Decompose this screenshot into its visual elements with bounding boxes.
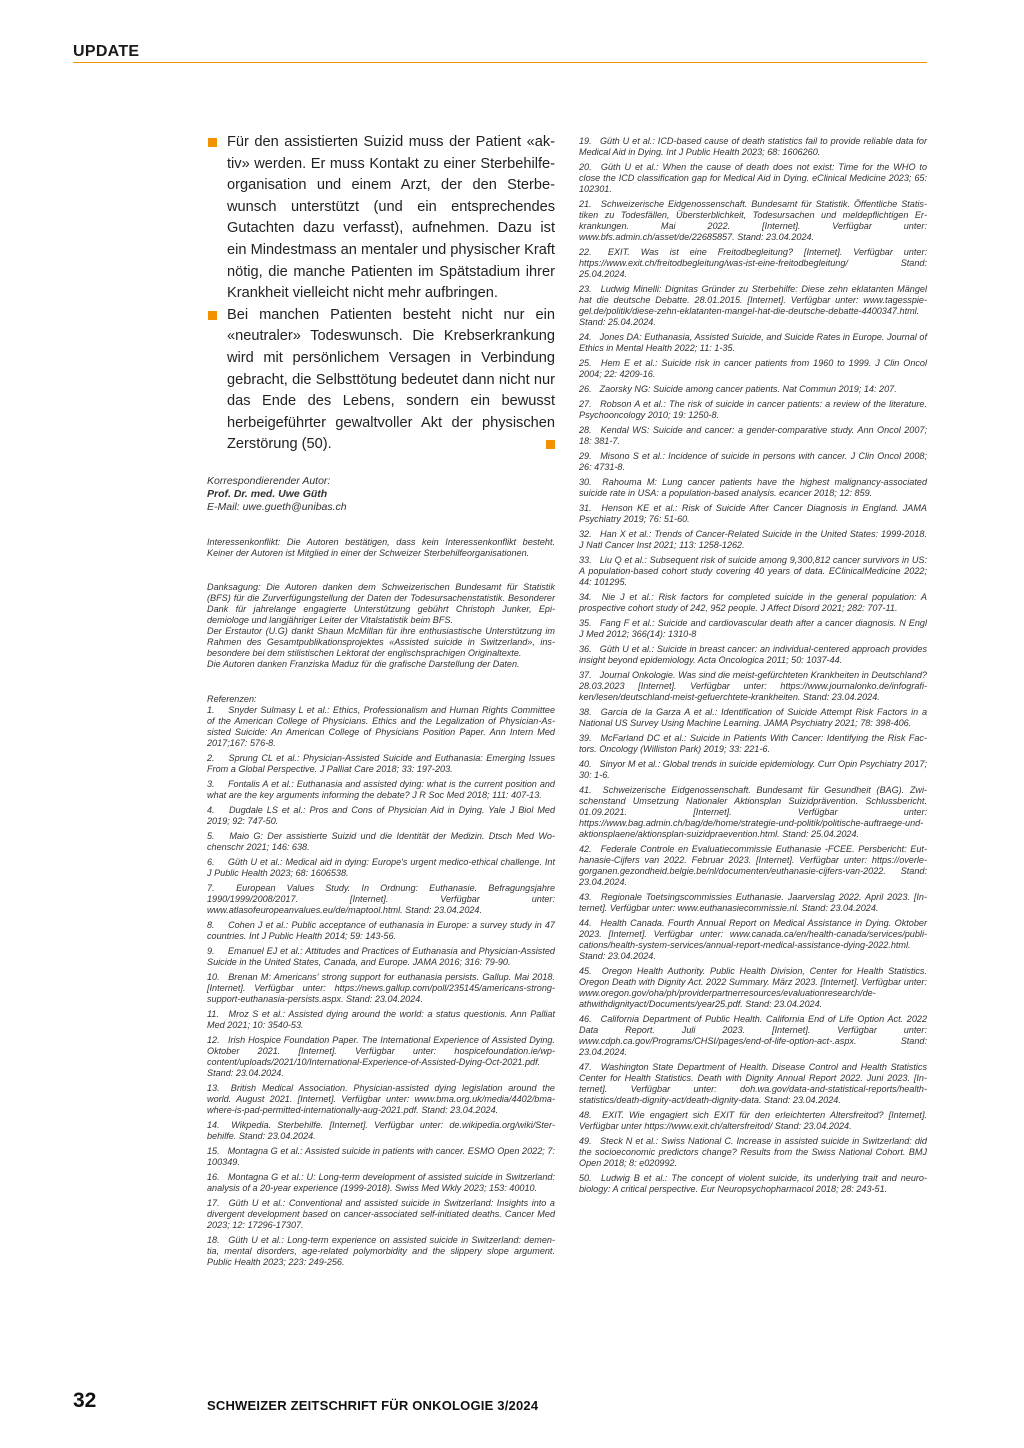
reference-number: 20. [579,162,592,172]
reference-item [579,759,927,781]
reference-number: 37. [579,670,592,680]
reference-item [207,1035,555,1079]
reference-number: 15. [207,1145,220,1156]
reference-text: Güth U et al.: Suicide in breast cancer: an individual-centered approach provides insight beyond epidemiology. Acta Oncologica 2011; 50: 1037-44. [579,644,928,665]
reference-item [579,1062,927,1106]
reference-number: 23. [579,284,592,294]
reference-text: Health Canada. Fourth Annual Report on Medical Assistance in Dying. Oktober 2023. [Internet]. Verfügbar unter: www.canada.ca/en/health-canada/services/publications/health-system-services/annual-report-medical-assistance-dying-2022.html. Stand: 23.04.2024. [579,918,928,961]
reference-text: Jones DA: Euthanasia, Assisted Suicide, and Suicide Rates in Europe. Journal of Ethics in Mental Health 2022; 11: 1-35. [579,332,927,353]
reference-text: British Medical Association. Physician-assisted dying legislation around the world. August 2021. [Internet]. Verfügbar unter: www.bma.org.uk/media/4402/bma-where-is-pad-permitted-internationally-aug-2021.pdf. Stand: 23.04.2024. [207,1082,555,1115]
reference-text: Wikpedia. Sterbehilfe. [Internet]. Verfügbar unter: de.wikipedia.org/wiki/Sterbehilfe. Stand: 23.04.2024. [207,1119,556,1141]
reference-number: 11. [207,1008,219,1019]
reference-number: 27. [579,399,592,409]
acknowledgements [207,582,555,670]
reference-item [579,477,927,499]
reference-number: 1. [207,704,215,715]
reference-number: 18. [207,1234,220,1245]
bullet-text: Für den assistierten Suizid muss der Patient «aktiv» werden. Er muss Kontakt zu einer Sterbehilfeorganisation und einem Arzt, der den Sterbewunsch unterstützt (und ein entsprechendes Gutachten dazu verfasst), aufnehmen. Dazu ist ein Mindestmass an mentaler und physischer Kraft nötig, die manche Patienten im Spätstadium ihrer Krankheit vielleicht nicht mehr aufbringen. [227,134,555,302]
reference-number: 36. [579,644,592,654]
reference-item [579,707,927,729]
reference-item [207,1235,555,1268]
reference-text: Nie J et al.: Risk factors for completed suicide in the general population: A prospective cohort study of 242, 952 people. J Affect Disord 2021; 282: 707-11. [579,592,927,613]
reference-item [207,1198,555,1231]
reference-item [207,857,555,879]
reference-item [579,555,927,588]
reference-text: Robson A et al.: The risk of suicide in cancer patients: a review of the literature. Psychooncology 2010; 19: 1250-8. [579,399,927,420]
reference-text: Güth U et al.: Medical aid in dying: Europe's urgent medico-ethical challenge. Int J Public Health 2023; 68: 1606538. [207,856,555,878]
reference-number: 16. [207,1171,220,1182]
reference-item [207,1083,555,1116]
reference-number: 6. [207,856,215,867]
reference-item [579,451,927,473]
reference-text: Schweizerische Eidgenossenschaft. Bundesamt für Statistik. Öffentliche Statistiken zu Todesfällen, Übersterblichkeit, Todesursachen und meldepflichtigen Erkrankungen. Mai 2022. [Internet]. Verfügbar unter: www.bfs.admin.ch/asset/de/22685857. Stand: 23.04.2024. [579,199,927,242]
reference-number: 30. [579,477,592,487]
reference-number: 2. [207,752,215,763]
references-list-left [207,705,555,1268]
reference-number: 47. [579,1062,592,1072]
reference-item [579,1014,927,1058]
reference-text: Journal Onkologie. Was sind die meist-gefürchteten Krankheiten in Deutschland? 28.03.2023 [Internet]. Verfügbar unter: https://www.journalonko.de/infografiken/lesen/deutschland-meist-gefuerchtete-krankheiten. Stand: 23.04.2024. [579,670,927,702]
right-column [579,136,927,1199]
reference-item [579,592,927,614]
reference-number: 39. [579,733,592,743]
reference-number: 33. [579,555,592,565]
reference-item [579,670,927,703]
bullet-text: Bei manchen Patienten besteht nicht nur ein «neutraler» Todeswunsch. Die Krebserkrankung wird mit persönlichem Versagen in Verbindung gebracht, die Selbsttötung bedeutet dann nicht nur das Ende des Lebens, sondern ein bewusst herbeigeführter gewaltvoller Akt der physischen Zerstörung (50). [227,306,555,453]
reference-item [579,399,927,421]
reference-text: Snyder Sulmasy L et al.: Ethics, Professionalism and Human Rights Committee of the American College of Physicians. Ethics and the Legalization of Physician-Assisted Suicide: An American College of Physicians Position Paper. Ann Intern Med 2017;167: 576-8. [207,704,555,748]
reference-text: Oregon Health Authority. Public Health Division, Center for Health Statistics. Oregon Death with Dignity Act. 2022 Summary. März 2023. [Internet]. Verfügbar unter: www.oregon.gov/oha/ph/providerpartnerresources/evaluationresearch/deathwithdignityact/Documents/year25.pdf. Stand: 23.04.2024. [579,966,927,1009]
reference-item [579,1110,927,1132]
ack-paragraph: Danksagung: Die Autoren danken dem Schweizerischen Bundesamt für Statistik (BFS) für die Zurverfügungstellung der Daten der Todesursachenstatistik. Besonderer Dank für jahrelange engagierte Unterstützung gebührt Christoph Junker, Epidemiologe und langjähriger Leiter der Vitalstatistik beim BFS. [207,581,555,625]
reference-item [207,805,555,827]
author-email: E-Mail: uwe.gueth@unibas.ch [207,500,347,513]
reference-text: Sinyor M et al.: Global trends in suicide epidemiology. Curr Opin Psychiatry 2017; 30: 1-6. [579,759,928,780]
reference-number: 19. [579,136,592,146]
reference-item [579,425,927,447]
journal-title: SCHWEIZER ZEITSCHRIFT FÜR ONKOLOGIE 3/2024 [207,1398,539,1413]
reference-text: Fang F et al.: Suicide and cardiovascular death after a cancer diagnosis. N Engl J Med 2012; 366(14): 1310-8 [579,618,927,639]
reference-text: Emanuel EJ et al.: Attitudes and Practices of Euthanasia and Physician-Assisted Suicide in the United States, Canada, and Europe. JAMA 2016; 316: 79-90. [207,945,555,967]
author-name: Prof. Dr. med. Uwe Güth [207,487,328,500]
reference-text: Han X et al.: Trends of Cancer-Related Suicide in the United States: 1999-2018. J Natl Cancer Inst 2021; 113: 1258-1262. [579,529,928,550]
reference-number: 45. [579,966,592,976]
reference-item [579,733,927,755]
reference-item [579,1173,927,1195]
section-header: UPDATE [73,43,140,60]
reference-number: 35. [579,618,592,628]
correspondence-label: Korrespondierender Autor: [207,474,331,487]
bullet-paragraph [207,132,555,305]
reference-number: 10. [207,971,220,982]
reference-number: 49. [579,1136,592,1146]
correspondence [207,475,555,514]
reference-text: Maio G: Der assistierte Suizid und die Identität der Medizin. Dtsch Med Wochenschr 2021; 146: 638. [207,830,555,852]
reference-text: McFarland DC et al.: Suicide in Patients With Cancer: Identifying the Risk Factors. Oncology (Williston Park) 2019; 33: 221-6. [579,733,927,754]
reference-text: Mroz S et al.: Assisted dying around the world: a status questionis. Ann Palliat Med 2021; 10: 3540-53. [207,1008,555,1030]
reference-item [579,162,927,195]
reference-number: 31. [579,503,592,513]
reference-text: Liu Q et al.: Subsequent risk of suicide among 9,300,812 cancer survivors in US: A population-based cohort study covering 40 years of data. EClinicalMedicine 2022; 44: 101295. [579,555,928,587]
reference-text: Washington State Department of Health. Disease Control and Health Statistics Center for Health Statistics. Death with Dignity Annual Report 2022. Juni 2023. [Internet]. Verfügbar unter: doh.wa.gov/data-and-statistical-reports/health-statistics/death-dignity-act/death-dignity-data. Stand: 23.04.2024. [579,1062,927,1105]
bullet-square-icon [208,311,217,320]
reference-item [207,753,555,775]
reference-item [579,503,927,525]
reference-item [207,946,555,968]
page-number: 32 [73,1389,97,1412]
reference-number: 25. [579,358,592,368]
reference-number: 48. [579,1110,592,1120]
reference-text: Henson KE et al.: Risk of Suicide After Cancer Diagnosis in England. JAMA Psychiatry 2019; 76: 51-60. [579,503,927,524]
reference-number: 7. [207,882,215,893]
reference-item [207,883,555,916]
reference-item [207,1009,555,1031]
references-list-right [579,136,927,1195]
reference-number: 3. [207,778,215,789]
reference-item [579,384,927,395]
reference-item [207,705,555,749]
reference-text: EXIT. Wie engagiert sich EXIT für den erleichterten Altersfreitod? [Internet]. Verfügbar unter https://www.exit.ch/altersfreitod/ Stand: 23.04.2024. [579,1110,927,1131]
reference-number: 43. [579,892,592,902]
reference-item [579,918,927,962]
reference-item [207,1120,555,1142]
reference-text: Güth U et al.: Long-term experience on assisted suicide in Switzerland: dementia, mental disorders, age-related polymorbidity and the slippery slope argument. Public Health 2023; 223: 249-256. [207,1234,556,1267]
reference-text: Steck N et al.: Swiss National C. Increase in assisted suicide in Switzerland: did the socioeconomic predictors change? Results from the Swiss National Cohort. BMJ Open 2018; 8: e020992. [579,1136,927,1168]
reference-number: 41. [579,785,592,795]
reference-text: Ludwig Minelli: Dignitas Gründer zu Sterbehilfe: Diese zehn eklatanten Mängel hat die deutsche Debatte. 28.01.2015. [Internet]. Verfügbar unter: www.tagesspiegel.de/politik/diese-zehn-eklatanten-mangel-hat-die-deutsche-debatte-4400347.html. Stand: 25.04.2024. [579,284,928,327]
reference-item [579,136,927,158]
reference-number: 5. [207,830,215,841]
reference-item [579,618,927,640]
reference-text: California Department of Public Health. California End of Life Option Act. 2022 Data Report. Juli 2023. [Internet]. Verfügbar unter: www.cdph.ca.gov/Programs/CHSI/pages/end-of-life-option-act-.aspx. Stand: 23.04.2024. [579,1014,928,1057]
reference-text: Güth U et al.: When the cause of death does not exist: Time for the WHO to close the ICD classification gap for Medical Aid in Dying. eClinical Medicine 2023; 65: 102301. [579,162,928,194]
references-label: Referenzen: [207,693,257,704]
reference-item [579,358,927,380]
reference-text: Montagna G et al.: U: Long-term development of assisted suicide in Switzerland: analysis of a 20-year experience (1999-2018). Swiss Med Wkly 2023; 153: 40010. [207,1171,555,1193]
body-text [207,132,555,456]
reference-item [207,831,555,853]
reference-number: 29. [579,451,592,461]
reference-number: 50. [579,1173,592,1183]
ack-paragraph: Der Erstautor (U.G) dankt Shaun McMillan für ihre enthusiastische Unterstützung im Rahmen des Gesamtpublikationsprojektes «Assisted suicide in Switzerland», insbesondere bei dem stilistischen Lektorat der englischsprachigen Originaltexte. [207,625,555,658]
reference-number: 44. [579,918,592,928]
reference-text: Dugdale LS et al.: Pros and Cons of Physician Aid in Dying. Yale J Biol Med 2019; 92: 747-50. [207,804,556,826]
reference-text: Hem E et al.: Suicide risk in cancer patients from 1960 to 1999. J Clin Oncol 2004; 22: 4209-16. [579,358,928,379]
reference-number: 13. [207,1082,220,1093]
reference-number: 9. [207,945,215,956]
reference-number: 21. [579,199,592,209]
reference-item [207,1146,555,1168]
bullet-paragraph [207,305,555,456]
reference-text: Sprung CL et al.: Physician-Assisted Suicide and Euthanasia: Emerging Issues From a Global Perspective. J Palliat Care 2018; 33: 197-203. [207,752,555,774]
reference-text: Güth U et al.: ICD-based cause of death statistics fail to provide reliable data for Medical Aid in Dying. Int J Public Health 2023; 68: 1606260. [579,136,927,157]
reference-number: 22. [579,247,592,257]
end-mark-icon [546,440,555,449]
reference-text: European Values Study. In Ordnung: Euthanasie. Befragungsjahre 1990/1999/2008/2017. [Internet]. Verfügbar unter: www.atlasofeuropeanvalues.eu/de/maptool.html. Stand: 23.04.2024. [207,882,555,915]
reference-text: Garcia de la Garza A et al.: Identification of Suicide Attempt Risk Factors in a National US Survey Using Machine Learning. JAMA Psychiatry 2021; 78: 398-406. [579,707,927,728]
reference-item [579,892,927,914]
reference-item [579,247,927,280]
reference-number: 24. [579,332,592,342]
reference-text: Zaorsky NG: Suicide among cancer patients. Nat Commun 2019; 14: 207. [599,384,897,394]
reference-item [207,972,555,1005]
reference-number: 28. [579,425,592,435]
reference-item [207,779,555,801]
bullet-square-icon [208,138,217,147]
reference-number: 14. [207,1119,220,1130]
reference-item [579,966,927,1010]
reference-text: Güth U et al.: Conventional and assisted suicide in Switzerland: Insights into a divergent development based on cancer-associated self-initiated deaths. Cancer Med 2023; 12: 17296-17307. [207,1197,555,1230]
reference-text: Federale Controle en Evaluatiecommissie Euthanasie -FCEE. Persbericht: Euthanasie-Cijfers van 2022. Februar 2023. [Internet]. Verfügbar unter: https://overlegorganen.gezondheid.belgie.be/nl/documenten/euthanasie-cijfers-van-2022. Stand: 23.04.2024. [579,844,927,887]
reference-item [579,644,927,666]
reference-number: 17. [207,1197,220,1208]
reference-number: 34. [579,592,592,602]
reference-item [579,529,927,551]
reference-text: Kendal WS: Suicide and cancer: a gender-comparative study. Ann Oncol 2007; 18: 381-7. [579,425,927,446]
reference-number: 46. [579,1014,592,1024]
reference-item [579,199,927,243]
reference-item [579,332,927,354]
reference-number: 4. [207,804,215,815]
reference-text: Fontalis A et al.: Euthanasia and assisted dying: what is the current position and what are the key arguments informing the debate? J R Soc Med 2018; 111: 407-13. [207,778,555,800]
reference-number: 40. [579,759,592,769]
reference-text: Montagna G et al.: Assisted suicide in patients with cancer. ESMO Open 2022; 7: 100349. [207,1145,555,1167]
reference-item [579,844,927,888]
conflict-of-interest: Interessenkonflikt: Die Autoren bestätigen, dass kein Interessenkonflikt besteht. Keiner der Autoren ist Mitglied in einer der Schweizer Sterbehilfeorganisationen. [207,536,555,558]
reference-number: 42. [579,844,592,854]
reference-text: Misono S et al.: Incidence of suicide in persons with cancer. J Clin Oncol 2008; 26: 4731-8. [579,451,927,472]
reference-text: EXIT. Was ist eine Freitodbegleitung? [Internet]. Verfügbar unter: https://www.exit.ch/freitodbegleitung/was-ist-eine-freitodbegleitung/ Stand: 25.04.2024. [579,247,928,279]
reference-item [579,284,927,328]
reference-text: Irish Hospice Foundation Paper. The International Experience of Assisted Dying. Oktober 2021. [Internet]. Verfügbar unter: hospicefoundation.ie/wp-content/uploads/2021/10/International-Experience-of-Assisted-Dying-Oct-2021.pdf. Stand: 23.04.2024. [207,1034,556,1078]
reference-item [207,1172,555,1194]
reference-item [207,920,555,942]
reference-number: 26. [579,384,592,394]
reference-text: Cohen J et al.: Public acceptance of euthanasia in Europe: a survey study in 47 countries. Int J Public Health 2014; 59: 143-56. [207,919,555,941]
left-column [207,132,555,1272]
reference-text: Brenan M: Americans' strong support for euthanasia persists. Gallup. Mai 2018. [Internet]. Verfügbar unter: https://news.gallup.com/poll/235145/americans-strong-support-euthanasia-persists.aspx. Stand: 23.04.2024. [207,971,556,1004]
reference-number: 12. [207,1034,220,1045]
reference-number: 38. [579,707,592,717]
reference-item [579,1136,927,1169]
reference-text: Schweizerische Eidgenossenschaft. Bundesamt für Gesundheit (BAG). Zwischenstand Umsetzung Nationaler Aktionsplan Suizidprävention. Schlussbericht. 01.09.2021. [Internet]. Verfügbar unter: https://www.bag.admin.ch/bag/de/home/strategie-und-politik/politische-auftraege-und-aktionsplaene/aktionsplan-suizidpraevention.html. Stand: 25.04.2024. [579,785,927,839]
reference-text: Ludwig B et al.: The concept of violent suicide, its underlying trait and neurobiology: A critical perspective. Eur Neuropsychopharmacol 2018; 28: 243-51. [579,1173,927,1194]
reference-number: 8. [207,919,215,930]
reference-text: Rahouma M: Lung cancer patients have the highest malignancy-associated suicide rate in USA: a population-based analysis. ecancer 2018; 12: 859. [579,477,927,498]
reference-item [579,785,927,840]
reference-text: Regionale Toetsingscommissies Euthanasie. Jaarverslag 2022. April 2023. [Internet]. Verfügbar unter: www.euthanasiecommissie.nl. Stand: 23.04.2024. [579,892,927,913]
header-rule [73,62,927,63]
reference-number: 32. [579,529,592,539]
ack-paragraph: Die Autoren danken Franziska Maduz für die grafische Darstellung der Daten. [207,658,520,669]
